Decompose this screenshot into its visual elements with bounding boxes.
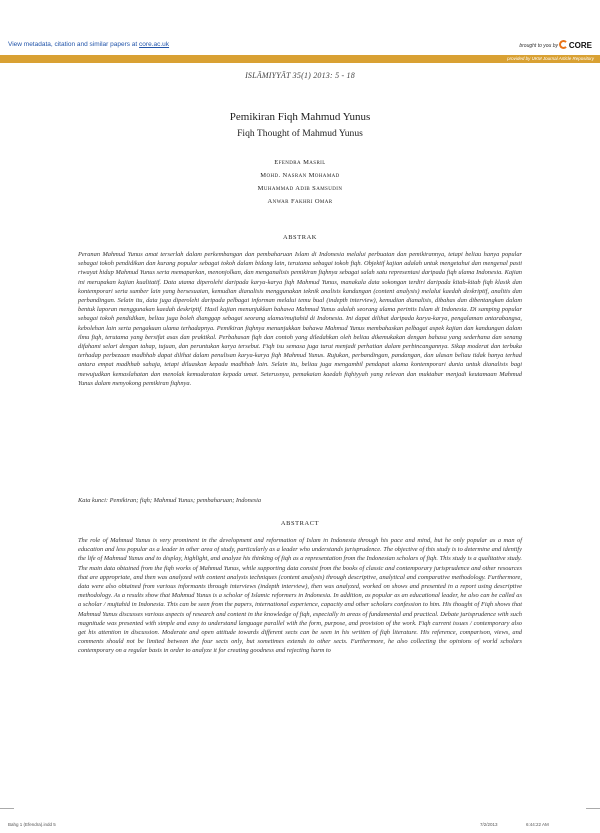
- paper-title: Pemikiran Fiqh Mahmud Yunus: [229, 111, 371, 123]
- keywords: Kata kunci: Pemikiran; fiqh; Mahmud Yunus; pembaharuan; Indonesia: [78, 497, 262, 504]
- author-name: Efendra Masril: [274, 159, 326, 166]
- author-name: Anwar Fakhri Omar: [267, 198, 333, 205]
- core-logo[interactable]: [559, 40, 592, 50]
- core-banner: [0, 40, 600, 54]
- brought-by-label: brought to you by: [519, 43, 558, 49]
- footer-time: 6:44:22 AM: [526, 822, 549, 827]
- core-logo-text: CORE: [568, 41, 592, 50]
- author-name: Muhammad Adib Samsudin: [257, 185, 343, 192]
- footer-date: 7/2/2013: [480, 822, 498, 827]
- author-name: Mohd. Nasran Mohamad: [260, 172, 340, 179]
- journal-header: ISLĀMIYYĀT 35(1) 2013: 5 - 18: [245, 71, 355, 80]
- crop-mark: [586, 808, 600, 809]
- core-link-text: View metadata, citation and similar papers at: [8, 41, 138, 48]
- core-link-domain[interactable]: core.ac.uk: [139, 41, 170, 48]
- core-metadata-link[interactable]: [8, 41, 169, 48]
- abstract-heading: ABSTRACT: [280, 520, 320, 527]
- abstrak-text: Peranan Mahmud Yunus amat terserlah dalam perkembangan dan pembaharuan Islam di Indonesia melalui perbuatan dan pemikirannya, tetapi beliau hanya popular sebagai tokoh pendidikan dan kurang popular sebagai tokoh dalam bidang lain, terutama sebagai tokoh fiqh. Objektif kajian adalah untuk mengetahui dan mengenal pasti riwayat hidup Mahmud Yunus serta memaparkan, menonjolkan, dan menganalisis pemikiran fiqhnya sebagai salah satu representasi daripada fiqh ulama Indonesia. Kajian ini merupakan kajian kualitatif. Data utama diperolehi daripada karya-karya fiqh Mahmud Yunus, manakala data sokongan terdiri daripada kitab-kitab fiqh klasik dan kontemporari serta sumber lain yang bersesuaian, kemudian dianalisis menggunakan teknik analisis kandungan (content analysis) melalui kaedah deskriptif, analitis dan perbandingan. Selain itu, data juga diperolehi daripada pelbagai informan melalui temu bual (indepth interview), kemudian dianalisis, dibahas dan dibentangkan dalam bentuk laporan menggunakan kaedah deskriptif. Hasil kajian menunjukkan bahawa Mahmud Yunus adalah seorang ulama perintis Islam di Indonesia. Di samping popular sebagai tokoh pendidikan, beliau juga boleh dianggap sebagai seorang ulama/mujtahid di Indonesia. Ini dapat dilihat daripada karya-karya, pengalaman antarabangsa, kebolehan lain serta pengakuan ulama terhadapnya. Pemikiran fiqhnya menunjukkan bahawa Mahmud Yunus membahaskan pelbagai aspek kajian dan kandungan dalam ilmu fiqh, terutama yang bersifat asas dan praktikal. Perbahasan fiqh dan contoh yang diledahkan oleh beliau dikemukakan dengan bahasa yang sederhana dan senang difahami selari dengan tahap, tujuan, dan peruntukan karya tersebut. Fiqh isu semasa juga turut menjadi perhatian dalam perbincangannya. Sikap moderat dan terbuka terhadap perbezaan madhhab dapat dilihat dalam penulisan karya-karya fiqh Mahmud Yunus. Rujukan, perbandingan, pandangan, dan ulasan beliau tidak hanya terhad antara empat madhhab sahaja, tetapi diluaskan kepada madhhab lain. Selain itu, beliau juga mengambil pendapat ulama kontemporari dunia untuk dianalisis bagi mewujudkan kemaslahatan dan menolak kemudaratan kepada umat. Seterusnya, pemakaian kaedah fiqhiyyah yang relevan dan muktabar menjadi keutamaan Mahmud Yunus dalam menyokong pemikiran fiqhnya.: [78, 251, 522, 387]
- footer-filename: Bahg 1 (Efendra).indd 5: [8, 822, 56, 827]
- provided-by-text: provided by UKM Journal Article Repository: [507, 56, 594, 61]
- crop-mark: [0, 808, 14, 809]
- author-list: [0, 156, 600, 208]
- paper-subtitle: Fiqh Thought of Mahmud Yunus: [237, 128, 363, 139]
- provided-by-bar: [0, 55, 600, 63]
- core-logo-icon: [559, 40, 568, 49]
- abstract-text: The role of Mahmud Yunus is very prominent in the development and reformation of Islam in Indonesia through his pace and mind, but he only popular as a man of education and less popular as a leader in other area of study, particularly as a leader who understands jurisprudence. The objective of this study is to determine and identify the life of Mahmud Yunus and to display, highlight, and analyze his thinking of fiqh as a representation from the Indonesian scholars of fiqh. This study is a qualitative study. The main data obtained from the fiqh works of Mahmud Yunus, while supporting data consist from the books of classic and contemporary jurisprudence and other resources that are appropriate, and then was analyzed with content analysis techniques (content analysis) through descriptive, analytical and comparative methodology. Furthermore, data were also obtained from various informants through interviews (indepth interview), then was analyzed, worked on shows and presented in a report using descriptive methodology. As a results show that Mahmud Yunus is a scholar of Islamic reformers in Indonesia. In addition, as popular as an educational leader, he also can be called as a scholar / mujtahid in Indonesia. This can be seen from the papers, international experience, capacity and other scholars confession to him. His thought of Fiqh shows that Mahmud Yunus discusses various aspects of research and content in the knowledge of fiqh, especially in areas of fundamental and practical. Debate jurisprudence with such magnitude was presented with simple and easy to understand language parallel with the form, purpose, and provision of the work. Fiqh current issues / contemporary also get his attention in discussion. Moderate and open attitude towards different sects can be seen in his written of fiqh literature. His reference, comparison, views, and comments should not be limited between the four sects only, but sometimes extends to other sects. Furthermore, he also collecting the opinions of world scholars contemporary on a regular basis in order to analyze it for creating goodness and rejecting harm to: [78, 537, 522, 655]
- abstrak-heading: ABSTRAK: [282, 234, 318, 241]
